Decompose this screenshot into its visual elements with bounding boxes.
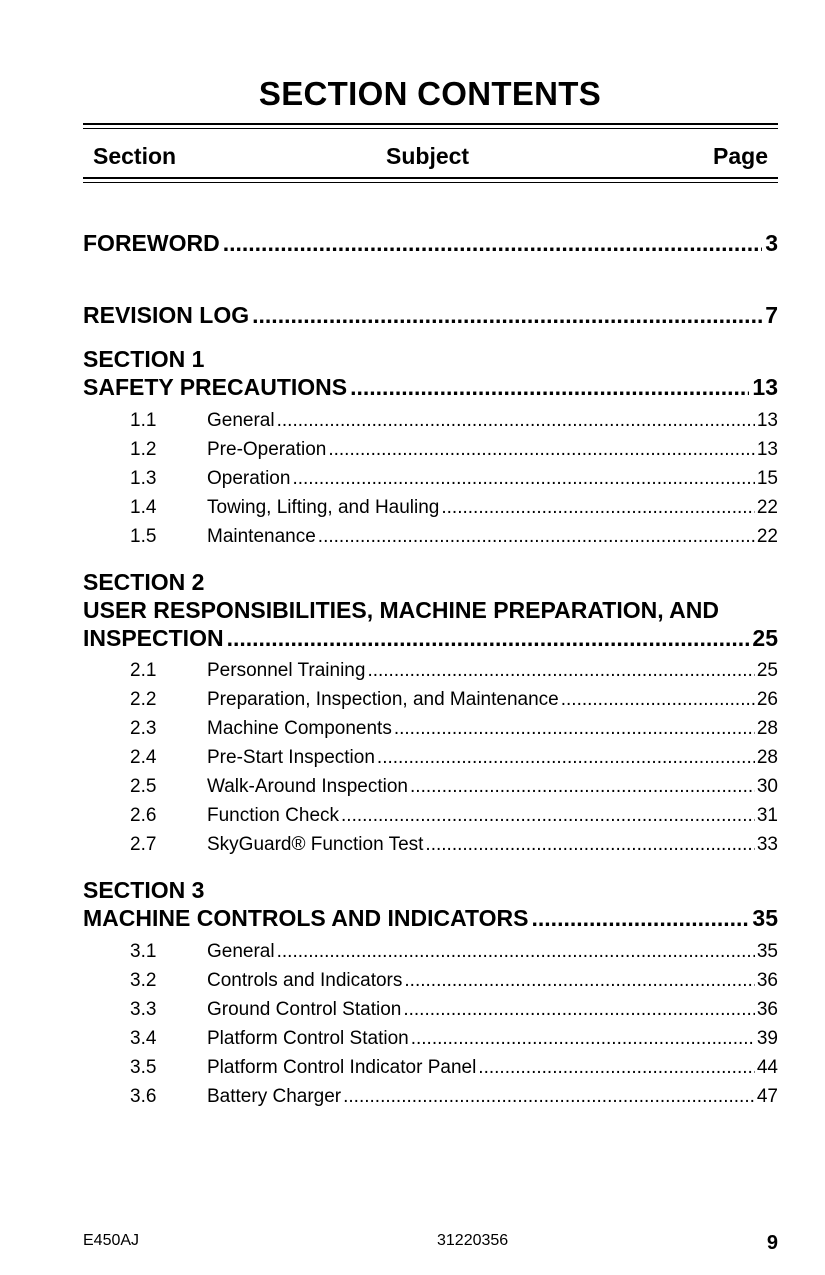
- section-number: SECTION 3: [83, 877, 205, 903]
- subentry-label: Maintenance: [207, 526, 316, 547]
- section-1-items: [130, 410, 778, 555]
- column-header-subject: Subject: [386, 143, 470, 169]
- subentry-label: Towing, Lifting, and Hauling: [207, 497, 440, 518]
- subentry-label: Controls and Indicators: [207, 970, 403, 991]
- subentry-label: General: [207, 410, 275, 431]
- subentry-page: 44: [756, 1057, 778, 1078]
- toc-entry-revision-log[interactable]: [83, 301, 778, 329]
- subentry-number: 3.2: [130, 970, 157, 991]
- section-page: 13: [752, 374, 778, 400]
- toc-subentry[interactable]: [130, 834, 778, 863]
- toc-entry-foreword[interactable]: [83, 229, 778, 257]
- toc-subentry[interactable]: [130, 1086, 778, 1115]
- section-title: USER RESPONSIBILITIES, MACHINE PREPARATION, AND: [83, 597, 719, 623]
- dot-leader: [277, 410, 755, 432]
- subentry-label: Platform Control Station: [207, 1028, 409, 1049]
- toc-entry-label: FOREWORD: [83, 230, 220, 256]
- subentry-label: SkyGuard® Function Test: [207, 834, 424, 855]
- section-title-line: [83, 373, 778, 401]
- dot-leader: [403, 999, 755, 1021]
- subentry-number: 3.6: [130, 1086, 157, 1107]
- footer-page-number: 9: [766, 1232, 778, 1254]
- subentry-number: 3.5: [130, 1057, 157, 1078]
- dot-leader: [252, 301, 762, 329]
- dot-leader: [410, 776, 755, 798]
- dot-leader: [425, 834, 754, 856]
- footer-model: E450AJ: [83, 1232, 140, 1249]
- subentry-page: 36: [756, 970, 778, 991]
- toc-subentry[interactable]: [130, 439, 778, 468]
- dot-leader: [341, 805, 755, 827]
- subentry-number: 3.4: [130, 1028, 157, 1049]
- subentry-page: 26: [756, 689, 778, 710]
- section-1-heading[interactable]: [83, 345, 778, 401]
- column-header-section: Section: [93, 143, 177, 169]
- subentry-page: 15: [756, 468, 778, 489]
- dot-leader: [377, 747, 755, 769]
- dot-leader: [292, 468, 754, 490]
- subentry-number: 2.7: [130, 834, 157, 855]
- dot-leader: [394, 718, 755, 740]
- section-title-line: [83, 624, 778, 652]
- subentry-page: 35: [756, 941, 778, 962]
- subentry-page: 28: [756, 718, 778, 739]
- subentry-label: General: [207, 941, 275, 962]
- toc-subentry[interactable]: [130, 689, 778, 718]
- dot-leader: [532, 904, 750, 932]
- toc-entry-page: 7: [765, 302, 778, 328]
- subentry-number: 3.3: [130, 999, 157, 1020]
- subentry-number: 2.2: [130, 689, 157, 710]
- subentry-label: Ground Control Station: [207, 999, 402, 1020]
- section-3-items: [130, 941, 778, 1115]
- subentry-number: 1.1: [130, 410, 157, 431]
- subentry-number: 2.5: [130, 776, 157, 797]
- subentry-label: Walk-Around Inspection: [207, 776, 409, 797]
- subentry-page: 47: [756, 1086, 778, 1107]
- dot-leader: [318, 526, 755, 548]
- dot-leader: [277, 941, 755, 963]
- subentry-label: Machine Components: [207, 718, 392, 739]
- dot-leader: [478, 1057, 755, 1079]
- toc-subentry[interactable]: [130, 970, 778, 999]
- subentry-label: Platform Control Indicator Panel: [207, 1057, 477, 1078]
- dot-leader: [227, 624, 750, 652]
- subentry-number: 1.5: [130, 526, 157, 547]
- column-header-page: Page: [713, 143, 768, 169]
- toc-entry-label: REVISION LOG: [83, 302, 250, 328]
- subentry-page: 22: [756, 497, 778, 518]
- toc-subentry[interactable]: [130, 497, 778, 526]
- page-title: SECTION CONTENTS: [258, 75, 602, 112]
- section-title-line: [83, 904, 778, 932]
- toc-entry-page: 3: [765, 230, 778, 256]
- toc-subentry[interactable]: [130, 747, 778, 776]
- section-2-heading[interactable]: [83, 568, 778, 652]
- subentry-number: 1.4: [130, 497, 157, 518]
- toc-subentry[interactable]: [130, 410, 778, 439]
- section-title: SAFETY PRECAUTIONS: [83, 374, 348, 400]
- subentry-page: 39: [756, 1028, 778, 1049]
- dot-leader: [328, 439, 755, 461]
- subentry-page: 13: [756, 410, 778, 431]
- header-rule-top: [83, 123, 778, 129]
- section-number: SECTION 2: [83, 569, 205, 595]
- subentry-number: 1.2: [130, 439, 157, 460]
- subentry-page: 25: [756, 660, 778, 681]
- dot-leader: [367, 660, 754, 682]
- toc-subentry[interactable]: [130, 718, 778, 747]
- section-2-items: [130, 660, 778, 863]
- toc-subentry[interactable]: [130, 999, 778, 1028]
- section-page: 35: [752, 905, 778, 931]
- footer-doc-number: 31220356: [437, 1232, 509, 1249]
- subentry-page: 13: [756, 439, 778, 460]
- dot-leader: [343, 1086, 755, 1108]
- subentry-number: 2.3: [130, 718, 157, 739]
- toc-subentry[interactable]: [130, 776, 778, 805]
- toc-subentry[interactable]: [130, 526, 778, 555]
- toc-subentry[interactable]: [130, 805, 778, 834]
- subentry-page: 33: [756, 834, 778, 855]
- dot-leader: [561, 689, 755, 711]
- subentry-number: 2.4: [130, 747, 157, 768]
- dot-leader: [350, 373, 749, 401]
- subentry-number: 1.3: [130, 468, 157, 489]
- dot-leader: [404, 970, 754, 992]
- subentry-label: Pre-Operation: [207, 439, 327, 460]
- subentry-page: 30: [756, 776, 778, 797]
- toc-subentry[interactable]: [130, 1057, 778, 1086]
- dot-leader: [411, 1028, 755, 1050]
- subentry-label: Pre-Start Inspection: [207, 747, 375, 768]
- dot-leader: [441, 497, 754, 519]
- toc-subentry[interactable]: [130, 660, 778, 689]
- subentry-label: Personnel Training: [207, 660, 366, 681]
- subentry-number: 2.1: [130, 660, 157, 681]
- subentry-label: Preparation, Inspection, and Maintenance: [207, 689, 559, 710]
- section-number: SECTION 1: [83, 346, 205, 372]
- subentry-page: 36: [756, 999, 778, 1020]
- subentry-number: 2.6: [130, 805, 157, 826]
- header-rule-bottom: [83, 177, 778, 183]
- subentry-label: Battery Charger: [207, 1086, 342, 1107]
- subentry-label: Operation: [207, 468, 291, 489]
- toc-subentry[interactable]: [130, 1028, 778, 1057]
- subentry-page: 28: [756, 747, 778, 768]
- subentry-page: 31: [756, 805, 778, 826]
- subentry-label: Function Check: [207, 805, 340, 826]
- section-page: 25: [752, 625, 778, 651]
- toc-subentry[interactable]: [130, 941, 778, 970]
- toc-subentry[interactable]: [130, 468, 778, 497]
- section-3-heading[interactable]: [83, 876, 778, 932]
- dot-leader: [223, 229, 762, 257]
- section-title: MACHINE CONTROLS AND INDICATORS: [83, 905, 529, 931]
- section-title-continued: INSPECTION: [83, 625, 224, 651]
- subentry-page: 22: [756, 526, 778, 547]
- subentry-number: 3.1: [130, 941, 157, 962]
